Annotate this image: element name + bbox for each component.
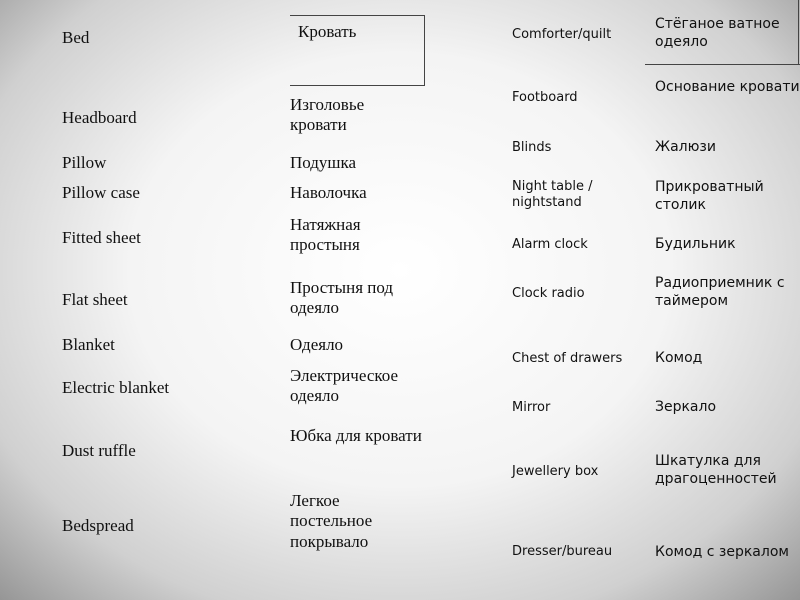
term-english: Pillow <box>62 153 107 172</box>
term-russian: Комод <box>655 350 703 366</box>
term-english: Flat sheet <box>62 290 128 309</box>
term-russian: Стёганое ватное одеяло <box>655 16 780 51</box>
term-english: Blinds <box>512 140 552 155</box>
term-russian: Натяжная простыня <box>290 215 361 255</box>
term-english: Mirror <box>512 400 551 415</box>
term-russian: Шкатулка для драгоценностей <box>655 453 777 488</box>
term-russian: Прикроватный столик <box>655 179 764 214</box>
term-english: Comforter/quilt <box>512 27 612 42</box>
term-english: Fitted sheet <box>62 228 141 247</box>
term-russian: Комод с зеркалом <box>655 544 789 560</box>
term-english: Clock radio <box>512 286 585 301</box>
term-english: Dresser/bureau <box>512 544 613 559</box>
term-english: Chest of drawers <box>512 351 623 366</box>
term-russian: Будильник <box>655 236 736 252</box>
term-english: Footboard <box>512 90 578 105</box>
term-russian: Зеркало <box>655 399 717 415</box>
term-russian: Подушка <box>290 153 357 172</box>
term-english: Bedspread <box>62 516 134 535</box>
term-russian: Одеяло <box>290 335 344 354</box>
term-russian: Юбка для кровати <box>290 426 422 445</box>
divider <box>645 64 800 65</box>
term-english: Night table / nightstand <box>512 179 593 210</box>
term-russian: Изголовье кровати <box>290 95 365 135</box>
term-russian: Кровать <box>298 22 357 41</box>
term-russian: Электрическое одеяло <box>290 366 399 406</box>
term-english: Jewellery box <box>512 464 599 479</box>
term-english: Headboard <box>62 108 137 127</box>
term-english: Blanket <box>62 335 115 354</box>
term-english: Pillow case <box>62 183 140 202</box>
term-russian: Наволочка <box>290 183 367 202</box>
term-english: Alarm clock <box>512 237 588 252</box>
term-russian: Радиоприемник с таймером <box>655 275 785 310</box>
term-english: Bed <box>62 28 90 47</box>
term-english: Electric blanket <box>62 378 170 397</box>
term-russian: Жалюзи <box>655 139 716 155</box>
term-russian: Основание кровати <box>655 79 800 95</box>
term-english: Dust ruffle <box>62 441 136 460</box>
term-russian: Простыня под одеяло <box>290 278 394 318</box>
term-russian: Легкое постельное покрывало <box>290 491 373 551</box>
